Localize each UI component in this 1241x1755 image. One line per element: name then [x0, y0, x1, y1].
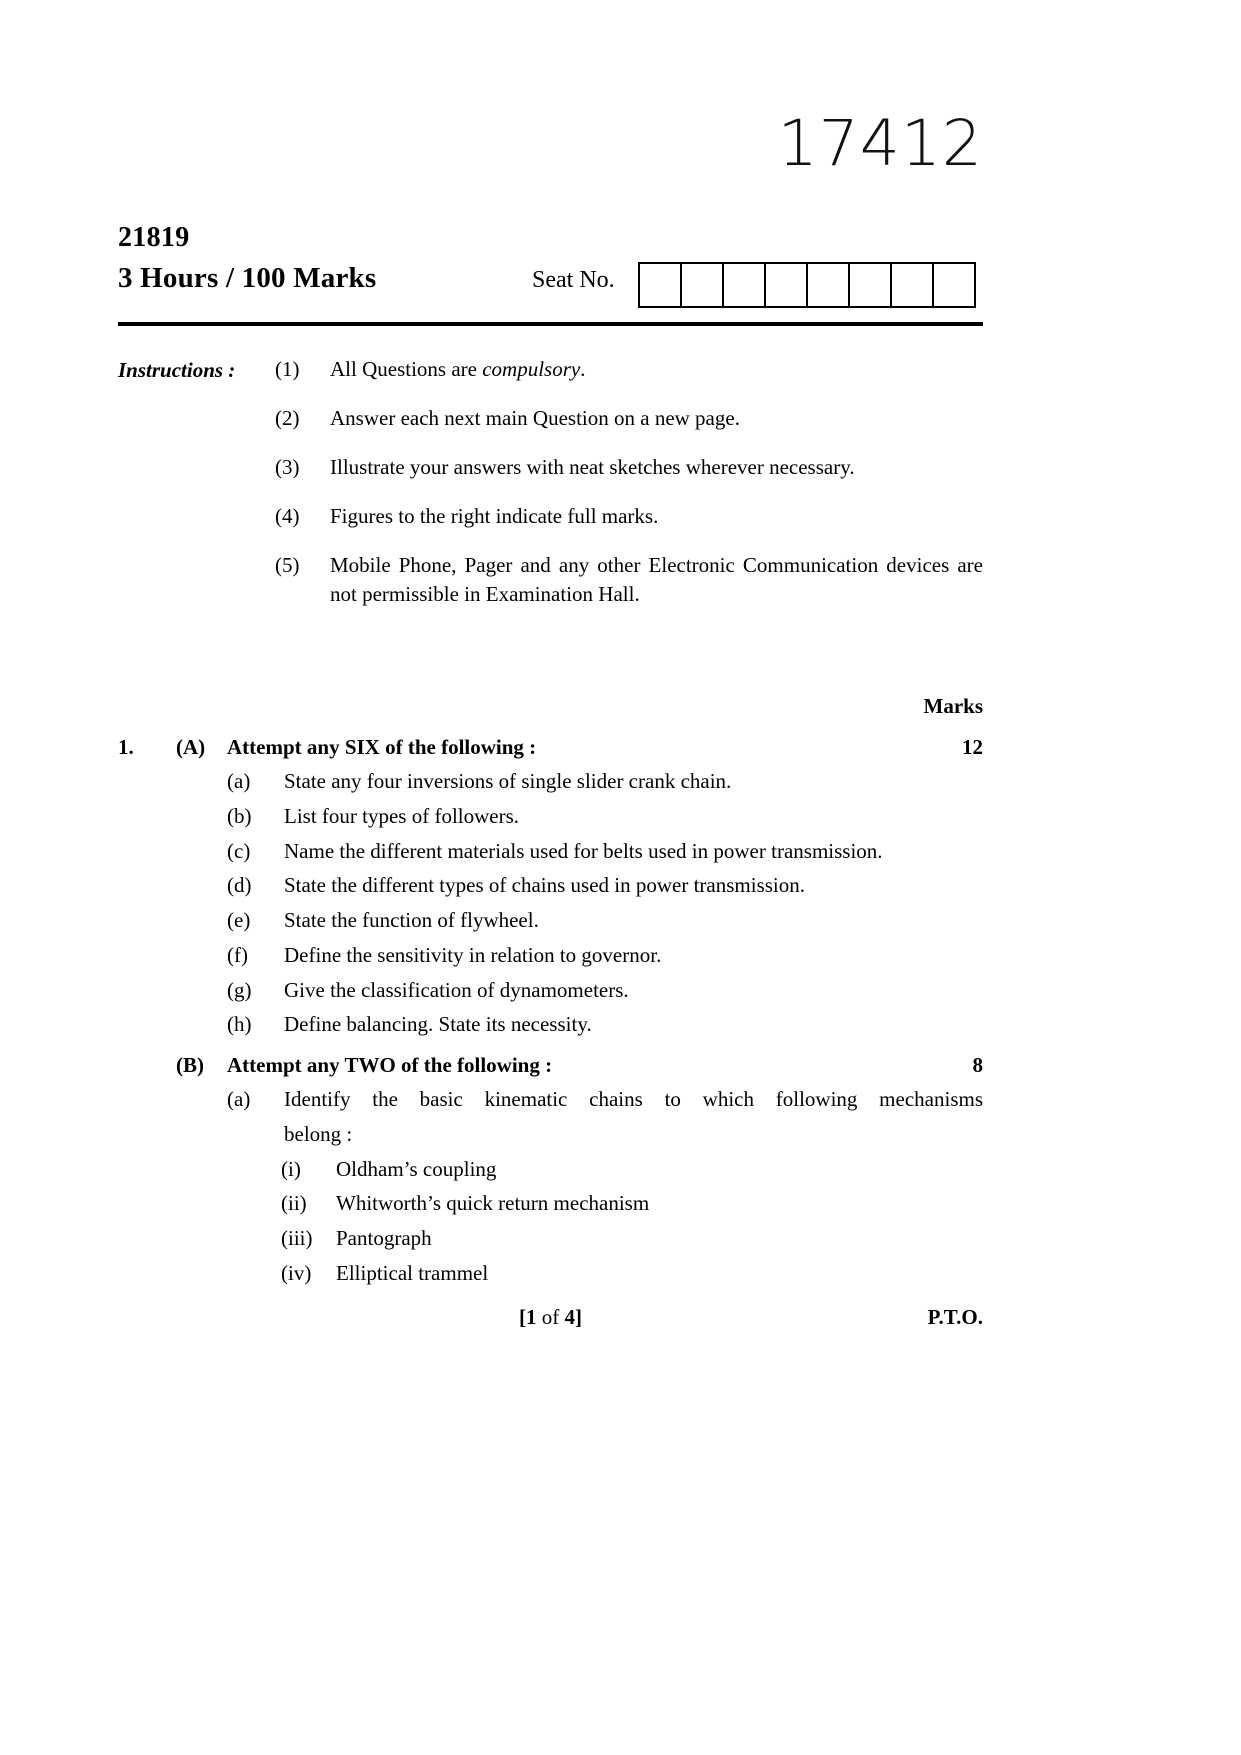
instruction-text: Mobile Phone, Pager and any other Electronic Communication devices are not permissible in Examination Hall.: [330, 552, 983, 606]
sub-item-text: Define the sensitivity in relation to governor.: [284, 942, 662, 967]
question-roman-item: [118, 1259, 983, 1288]
sub-item-label: (d): [227, 873, 252, 898]
instruction-item: [275, 404, 983, 433]
sub-item-text: Give the classification of dynamometers.: [284, 977, 629, 1002]
duration-seat-row: [118, 262, 983, 308]
question-number: 1.: [118, 735, 134, 759]
sub-item-label: (a): [227, 769, 251, 793]
roman-item-label: (iii): [281, 1226, 313, 1251]
seat-no-cell[interactable]: [892, 264, 934, 306]
seat-no-cell[interactable]: [640, 264, 682, 306]
roman-item-label: (ii): [281, 1191, 307, 1216]
page-indicator-suffix: 4]: [564, 1305, 582, 1329]
instruction-number: (2): [275, 405, 300, 430]
marks-column-header: Marks: [923, 694, 983, 718]
question-sub-item: [118, 941, 983, 970]
question-sub-item: [118, 976, 983, 1005]
roman-item-text: Oldham’s coupling: [336, 1156, 497, 1181]
sub-item-continuation: [118, 1120, 983, 1149]
sub-item-label: (g): [227, 977, 252, 1002]
instruction-number: (5): [275, 552, 300, 577]
instruction-item: [275, 355, 983, 384]
duration-marks: 3 Hours / 100 Marks: [118, 262, 377, 294]
instructions-title: Instructions :: [118, 358, 236, 382]
roman-item-label: (iv): [281, 1260, 312, 1285]
sub-item-text: List four types of followers.: [284, 803, 520, 828]
question-part-label: (A): [176, 735, 206, 759]
sub-item-label: (b): [227, 803, 252, 828]
page-footer: [118, 1305, 983, 1335]
subject-code: 21819: [118, 222, 190, 253]
instruction-item: [275, 502, 983, 531]
question-sub-item: [118, 767, 983, 796]
sub-item-label: (a): [227, 1087, 251, 1112]
question-roman-item: [118, 1155, 983, 1184]
seat-no-grid[interactable]: [638, 262, 976, 308]
page-content: [118, 0, 983, 1755]
seat-no-cell[interactable]: [934, 264, 976, 306]
question-section-header: [118, 1053, 983, 1078]
sub-item-label: (e): [227, 908, 251, 933]
page-indicator: [118, 1305, 983, 1330]
instruction-emphasis: compulsory: [482, 357, 581, 381]
question-1-block: [118, 735, 983, 1294]
question-sub-item: [118, 802, 983, 831]
sub-item-text: State any four inversions of single slider crank chain.: [284, 769, 732, 793]
pto-label: P.T.O.: [927, 1305, 983, 1329]
sub-item-label: (h): [227, 1012, 252, 1037]
sub-item-text: State the different types of chains used in power transmission.: [284, 873, 806, 898]
instruction-text: All Questions are compulsory.: [330, 357, 586, 381]
sub-item-text: Identify the basic kinematic chains to which following mechanisms: [284, 1087, 983, 1112]
roman-item-text: Pantograph: [336, 1226, 432, 1251]
seat-no-cell[interactable]: [682, 264, 724, 306]
question-section-header: [118, 735, 983, 760]
sub-item-label: (c): [227, 838, 251, 863]
question-roman-item: [118, 1224, 983, 1253]
page-indicator-prefix: [1: [519, 1305, 537, 1329]
instruction-item: [275, 551, 983, 609]
roman-item-label: (i): [281, 1156, 301, 1181]
indent-spacer: [227, 1120, 284, 1149]
sub-item-text: Define balancing. State its necessity.: [284, 1012, 592, 1037]
sub-item-continuation-text: belong :: [284, 1121, 353, 1146]
instruction-item: [275, 453, 983, 482]
question-sub-item: [118, 1085, 983, 1114]
seat-no-cell[interactable]: [850, 264, 892, 306]
seat-no-cell[interactable]: [724, 264, 766, 306]
question-sub-item: [118, 1010, 983, 1039]
question-part-marks: 12: [962, 735, 983, 759]
instruction-text: Illustrate your answers with neat sketches wherever necessary.: [330, 454, 855, 479]
sub-item-text: Name the different materials used for belts used in power transmission.: [284, 838, 883, 863]
paper-code: 17412: [777, 107, 983, 180]
question-sub-item: [118, 871, 983, 900]
question-part-title: Attempt any SIX of the following :: [227, 735, 537, 759]
instruction-number: (4): [275, 503, 300, 528]
seat-no-label: Seat No.: [532, 267, 615, 293]
instruction-text: Figures to the right indicate full marks.: [330, 503, 659, 528]
instruction-number: (1): [275, 357, 300, 381]
question-sub-item: [118, 906, 983, 935]
sub-item-text: State the function of flywheel.: [284, 908, 539, 933]
page-indicator-mid: of: [536, 1305, 565, 1329]
question-part-title: Attempt any TWO of the following :: [227, 1053, 553, 1078]
indent-spacer: [118, 1120, 227, 1149]
question-sub-item: [118, 837, 983, 866]
roman-item-text: Whitworth’s quick return mechanism: [336, 1191, 650, 1216]
instruction-number: (3): [275, 454, 300, 479]
sub-item-label: (f): [227, 942, 248, 967]
seat-no-cell[interactable]: [766, 264, 808, 306]
seat-no-cell[interactable]: [808, 264, 850, 306]
question-roman-item: [118, 1189, 983, 1218]
roman-item-text: Elliptical trammel: [336, 1260, 489, 1285]
header-divider: [118, 322, 983, 326]
instructions-list: [275, 355, 983, 629]
question-part-label: (B): [176, 1053, 204, 1078]
question-part-marks: 8: [972, 1053, 983, 1078]
instruction-text: Answer each next main Question on a new page.: [330, 405, 740, 430]
